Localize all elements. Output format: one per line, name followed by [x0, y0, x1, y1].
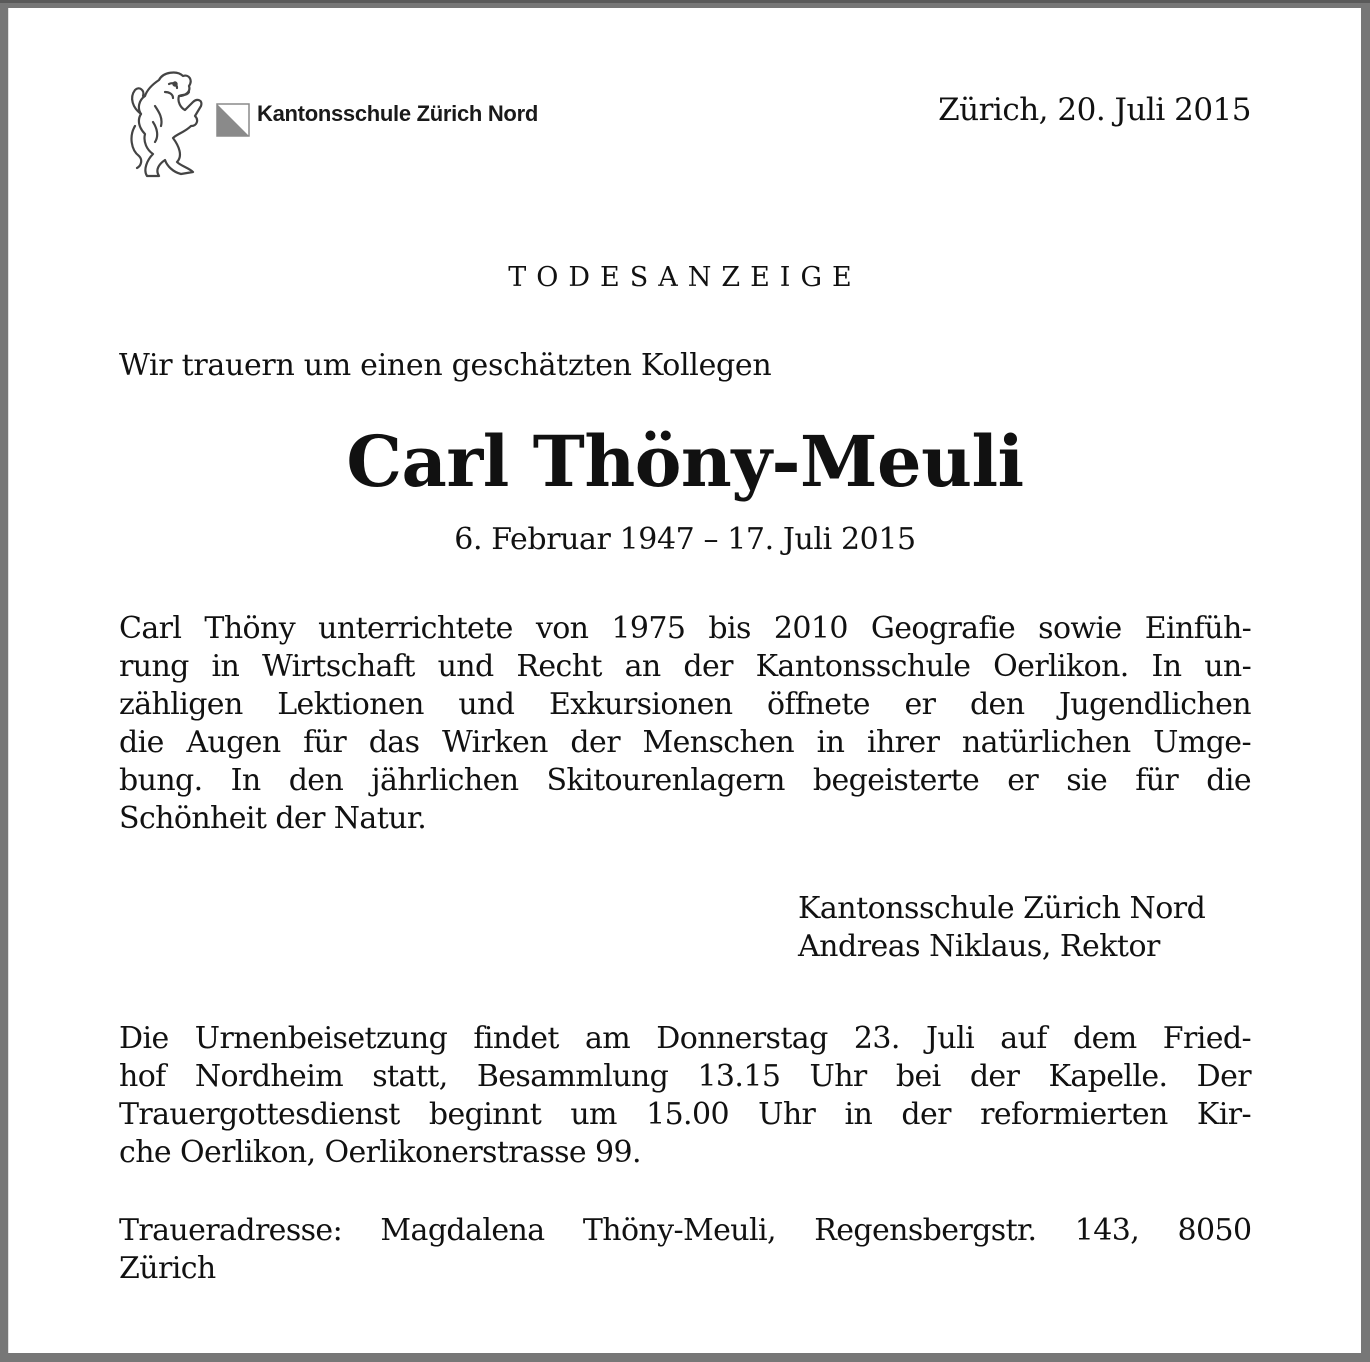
zurich-lion-icon — [132, 73, 202, 176]
signature-school: Kantonsschule Zürich Nord — [798, 891, 1206, 926]
biography-paragraph — [119, 610, 1251, 838]
burial-paragraph — [119, 1020, 1251, 1172]
burial-line: Trauergottesdienst beginnt um 15.00 Uhr in der reformierten Kir- — [119, 1097, 1252, 1132]
burial-line: che Oerlikon, Oerlikonerstrasse 99. — [119, 1135, 641, 1170]
biography-line: zähligen Lektionen und Exkursionen öffnete er den Jugendlichen — [119, 687, 1251, 722]
notice-heading: TODESANZEIGE — [508, 262, 862, 293]
mourning-address-paragraph — [119, 1212, 1251, 1288]
biography-line: die Augen für das Wirken der Menschen in ihrer natürlichen Umge- — [119, 725, 1251, 760]
burial-line: hof Nordheim statt, Besammlung 13.15 Uhr bei der Kapelle. Der — [119, 1059, 1251, 1094]
biography-line: rung in Wirtschaft und Recht an der Kantonsschule Oerlikon. In un- — [119, 649, 1252, 684]
zurich-coat-of-arms-icon — [217, 104, 249, 136]
address-line: Traueradresse: Magdalena Thöny-Meuli, Regensbergstr. 143, 8050 — [119, 1213, 1252, 1248]
biography-line: bung. In den jährlichen Skitourenlagern begeisterte er sie für die — [119, 763, 1251, 798]
signature-person: Andreas Niklaus, Rektor — [798, 929, 1160, 964]
place-and-date: Zürich, 20. Juli 2015 — [938, 92, 1251, 128]
viewer-top-edge — [0, 0, 1370, 3]
biography-line: Carl Thöny unterrichtete von 1975 bis 2010 Geografie sowie Einfüh- — [119, 611, 1252, 646]
intro-line: Wir trauern um einen geschätzten Kollegen — [119, 348, 772, 383]
lifespan-dates: 6. Februar 1947 – 17. Juli 2015 — [454, 522, 916, 557]
document-page — [8, 8, 1361, 1353]
burial-line: Die Urnenbeisetzung findet am Donnerstag 23. Juli auf dem Fried- — [119, 1021, 1251, 1056]
address-line: Zürich — [119, 1251, 216, 1286]
deceased-name: Carl Thöny-Meuli — [346, 420, 1024, 503]
biography-line: Schönheit der Natur. — [119, 801, 427, 836]
school-name-logo-text: Kantonsschule Zürich Nord — [257, 101, 538, 126]
signature-block — [798, 890, 1205, 966]
